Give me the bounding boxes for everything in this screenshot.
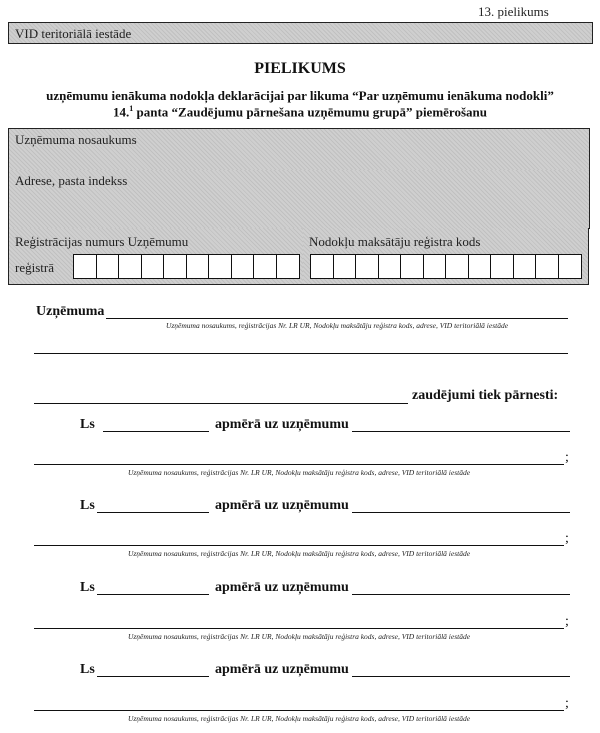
receiving-company-line-2[interactable] [34,628,564,629]
receiving-company-line[interactable] [352,431,570,432]
tax-cell[interactable] [356,255,379,278]
tax-cell[interactable] [401,255,424,278]
tax-code-cells[interactable] [310,254,582,279]
company-line-label: Uzņēmuma [36,304,105,319]
reg-number-cells[interactable] [73,254,300,279]
tax-cell[interactable] [469,255,492,278]
annex-number: 13. pielikums [478,4,549,19]
company-input-line[interactable] [106,318,568,319]
amount-to-company-label: apmērā uz uzņēmumu [215,662,349,677]
receiving-company-line[interactable] [352,512,570,513]
amount-input-line[interactable] [97,676,209,677]
currency-label: Ls [80,662,95,677]
reg-cell[interactable] [119,255,142,278]
company-line-caption: Uzņēmuma nosaukums, reģistrācijas Nr. LR UR, Nodokļu maksātāju reģistra kods, adrese, VID teritoriālā iestāde [165,321,509,330]
company-input-line-2[interactable] [34,353,568,354]
company-name-label: Uzņēmuma nosaukums [15,132,137,147]
tax-code-field [303,228,589,285]
amount-input-line[interactable] [97,512,209,513]
reg-cell[interactable] [142,255,165,278]
amount-to-company-label: apmērā uz uzņēmumu [215,498,349,513]
subtitle-article-sup: 1 [129,104,134,113]
currency-label: Ls [80,417,95,432]
company-name-field[interactable] [8,128,590,172]
tax-cell[interactable] [446,255,469,278]
tax-code-label: Nodokļu maksātāju reģistra kods [309,234,481,249]
amount-input-line[interactable] [97,594,209,595]
reg-cell[interactable] [232,255,255,278]
subtitle-article: 14. [113,104,130,120]
tax-cell[interactable] [334,255,357,278]
receiving-company-line-2[interactable] [34,464,564,465]
losses-transferred-label: zaudējumi tiek pārnesti: [412,388,559,403]
amount-to-company-label: apmērā uz uzņēmumu [215,580,349,595]
semicolon: ; [565,614,569,629]
reg-cell[interactable] [97,255,120,278]
page-title: PIELIKUMS [254,60,346,77]
reg-number-label: Reģistrācijas numurs Uzņēmumu [15,234,189,249]
subtitle-line-1: uzņēmumu ienākuma nodokļa deklarācijai par likuma “Par uzņēmumu ienākuma nodokli” [46,88,554,103]
reg-number-label-2: reģistrā [15,260,54,275]
receiving-company-line-2[interactable] [34,710,564,711]
tax-cell[interactable] [514,255,537,278]
subtitle-rest: panta “Zaudējumu pārnešana uzņēmumu grupā” piemērošanu [133,104,487,120]
semicolon: ; [565,531,569,546]
vid-office-field[interactable] [8,22,593,44]
reg-cell[interactable] [187,255,210,278]
losses-input-line[interactable] [34,403,408,404]
receiving-company-line[interactable] [352,594,570,595]
reg-cell[interactable] [254,255,277,278]
receiving-company-caption: Uzņēmuma nosaukums, reģistrācijas Nr. LR UR, Nodokļu maksātāju reģistra kods, adrese, VID teritoriālā iestāde [127,549,471,558]
tax-cell[interactable] [491,255,514,278]
reg-cell[interactable] [277,255,300,278]
receiving-company-line-2[interactable] [34,545,564,546]
reg-cell[interactable] [209,255,232,278]
reg-cell[interactable] [74,255,97,278]
vid-office-label: VID teritoriālā iestāde [15,26,132,41]
tax-cell[interactable] [559,255,582,278]
semicolon: ; [565,696,569,711]
amount-input-line[interactable] [103,431,209,432]
reg-number-field [8,228,304,285]
subtitle-line-2 [0,104,600,120]
receiving-company-caption: Uzņēmuma nosaukums, reģistrācijas Nr. LR UR, Nodokļu maksātāju reģistra kods, adrese, VID teritoriālā iestāde [127,714,471,723]
tax-cell[interactable] [379,255,402,278]
address-label: Adrese, pasta indekss [15,173,128,188]
currency-label: Ls [80,580,95,595]
semicolon: ; [565,450,569,465]
reg-cell[interactable] [164,255,187,278]
receiving-company-caption: Uzņēmuma nosaukums, reģistrācijas Nr. LR UR, Nodokļu maksātāju reģistra kods, adrese, VID teritoriālā iestāde [127,468,471,477]
receiving-company-line[interactable] [352,676,570,677]
address-field[interactable] [8,170,590,229]
amount-to-company-label: apmērā uz uzņēmumu [215,417,349,432]
receiving-company-caption: Uzņēmuma nosaukums, reģistrācijas Nr. LR UR, Nodokļu maksātāju reģistra kods, adrese, VID teritoriālā iestāde [127,632,471,641]
tax-cell[interactable] [536,255,559,278]
tax-cell[interactable] [424,255,447,278]
tax-cell[interactable] [311,255,334,278]
currency-label: Ls [80,498,95,513]
